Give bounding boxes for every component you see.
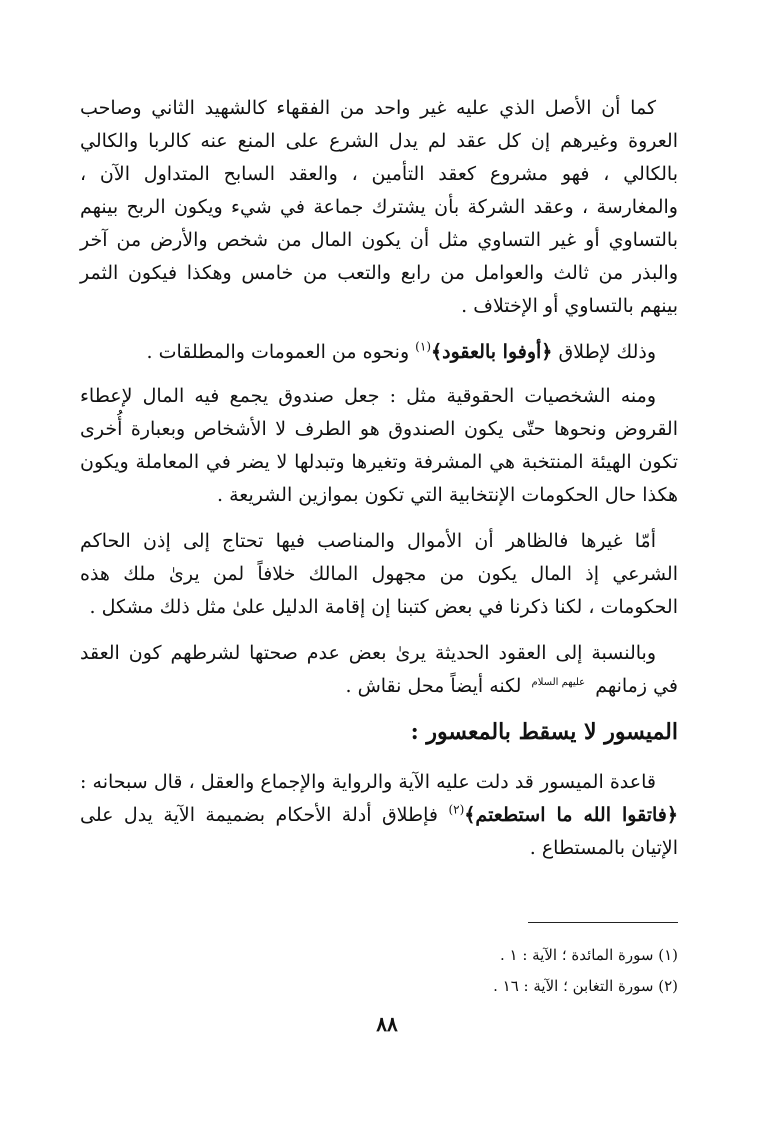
page-number: ٨٨ [376,1012,398,1036]
footnote-reference: (١) [415,339,431,354]
paragraph-maysur [80,766,678,865]
paragraph-uqud-haditha [80,637,678,703]
footnote-item: (١) سورة المائدة ؛ الآية : ١ . [499,946,678,964]
page-body [80,92,678,878]
paragraph-uqud [80,336,678,369]
paragraph-hukumat: أمّا غيرها فالظاهر أن الأموال والمناصب فيها تحتاج إلى إذن الحاكم الشرعي إذ المال يكون من مجهول المالك خلافاً لمن يرىٰ ملك هذه الحكومات ، لكنا ذكرنا في بعض كتبنا إن إقامة الدليل علىٰ مثل ذلك مشكل . [80,530,678,618]
paragraph-text: فإطلاق أدلة الأحكام بضميمة الآية يدل على الإتيان بالمستطاع . [80,804,678,859]
section-heading: الميسور لا يسقط بالمعسور : [410,719,678,745]
footnotes [278,940,678,1002]
paragraph-text: لكنه أيضاً محل نقاش . [345,675,522,697]
paragraph-text: ونحوه من العمومات والمطلقات . [146,341,410,363]
paragraph-shakhsiyat: ومنه الشخصيات الحقوقية مثل : جعل صندوق يجمع فيه المال لإعطاء القروض ونحوها حتّى يكون الصندوق هو الطرف لا الأشخاص وبعبارة أُخرى تكون الهيئة المنتخبة هي المشرفة وتغيرها وتبدلها لا يضر في المعاملة ويكون هكذا حال الحكومات الإنتخابية التي تكون بموازين الشريعة . [80,385,678,506]
paragraph-text: قاعدة الميسور قد دلت عليه الآية والرواية والإجماع والعقل ، قال سبحانه : [80,771,656,793]
footnote-reference: (٢) [448,802,465,817]
paragraph-text: وذلك لإطلاق [558,341,656,363]
paragraph-text: وبالنسبة إلى العقود الحديثة يرىٰ بعض عدم صحتها لشرطهم كون العقد في زمانهم [80,642,678,697]
quran-verse: ﴿أوفوا بالعقود﴾ [431,341,553,363]
footnote-divider [528,922,678,923]
paragraph-asl: كما أن الأصل الذي عليه غير واحد من الفقهاء كالشهيد الثاني وصاحب العروة وغيرهم إن كل عقد لم يدل الشرع على المنع عنه كالربا والكالي بالكالي ، فهو مشروع كعقد التأمين ، والعقد السابح المتداول الآن ، والمغارسة ، وعقد الشركة بأن يشترك جماعة في شيء ويكون الربح بينهم بالتساوي أو غير التساوي مثل أن يكون المال من شخص والأرض من آخر والبذر من ثالث والعوامل من رابع والتعب من خامس وهكذا فيكون الثمر بينهم بالتساوي أو الإختلاف . [80,97,678,317]
quran-verse: ﴿فاتقوا الله ما استطعتم﴾ [464,804,679,826]
footnote-item: (٢) سورة التغابن ؛ الآية : ١٦ . [493,977,678,995]
honorific-mark: عليهم السلام [531,676,586,688]
